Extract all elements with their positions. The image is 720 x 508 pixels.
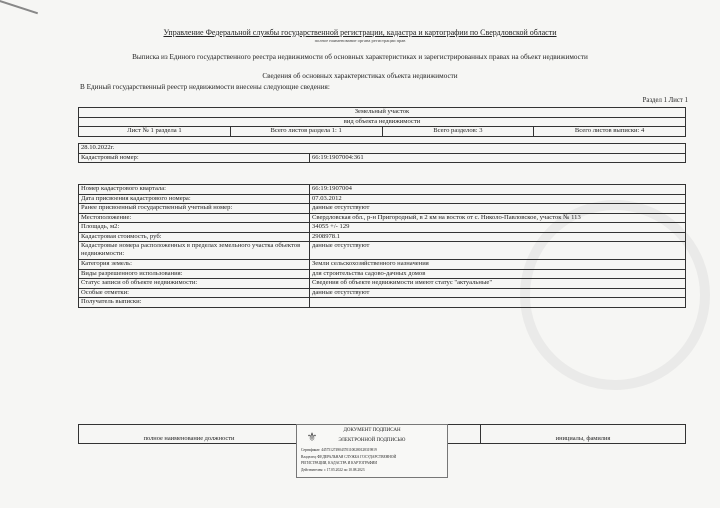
table-row (79, 232, 686, 242)
document-title: Выписка из Единого государственного реестра недвижимости об основных характеристиках и зарегистрированных правах на объект недвижимости (132, 53, 588, 61)
row-label: Виды разрешенного использования: (79, 269, 310, 279)
table-row (79, 288, 686, 298)
row-label: Номер кадастрового квартала: (79, 185, 310, 195)
table-row (79, 204, 686, 214)
row-label: Площадь, м2: (79, 223, 310, 233)
row-value: 34055 +/- 129 (310, 223, 686, 233)
row-label: Особые отметки: (79, 288, 310, 298)
issue-date: 28.10.2022г. (79, 144, 686, 154)
row-value: Сведения об объекте недвижимости имеют статус "актуальные" (310, 279, 686, 289)
position-caption: полное наименование должности (79, 425, 300, 444)
name-caption: инициалы, фамилия (481, 425, 686, 444)
stamp-subtitle: ЭЛЕКТРОННОЙ ПОДПИСЬЮ (338, 438, 406, 443)
row-value: Свердловская обл., р-н Пригородный, в 2 км на восток от с. Николо-Павловское, участок № 113 (310, 213, 686, 223)
row-label: Кадастровые номера расположенных в пределах земельного участка объектов недвижимости: (79, 242, 310, 260)
sections-total: Всего разделов: 3 (382, 127, 534, 137)
page-label: Раздел 1 Лист 1 (642, 97, 688, 104)
object-type-caption: вид объекта недвижимости (79, 117, 686, 127)
section-title: Сведения об основных характеристиках объекта недвижимости (262, 72, 458, 80)
table-row (79, 185, 686, 195)
sheets-total: Всего листов выписки: 4 (534, 127, 686, 137)
stamp-certificate: Сертификат: 4457512749043701100280128319819 (301, 448, 377, 452)
object-type: Земельный участок (79, 108, 686, 118)
stamp-owner-2: РЕГИСТРАЦИИ, КАДАСТРА И КАРТОГРАФИИ (301, 461, 377, 465)
agency-name: Управление Федеральной службы государственной регистрации, кадастра и картографии по Свердловской области (163, 28, 557, 37)
row-value: данные отсутствуют (310, 204, 686, 214)
intro-text: В Единый государственный реестр недвижимости внесены следующие сведения: (80, 83, 330, 91)
agency-caption: полное наименование органа регистрации прав (314, 38, 406, 43)
stamp-owner-1: Владелец: ФЕДЕРАЛЬНАЯ СЛУЖБА ГОСУДАРСТВЕННОЙ (301, 455, 397, 459)
e-signature-stamp (296, 424, 448, 478)
sheet-number: Лист № 1 раздела 1 (79, 127, 231, 137)
row-label: Ранее присвоенный государственный учетный номер: (79, 204, 310, 214)
row-label: Категория земель: (79, 260, 310, 270)
cadastral-header-table (78, 143, 686, 163)
row-value: 07.03.2012 (310, 194, 686, 204)
row-label: Дата присвоения кадастрового номера: (79, 194, 310, 204)
table-row (79, 194, 686, 204)
table-row (79, 298, 686, 308)
row-value: 66:19:1907004 (310, 185, 686, 195)
row-label: Статус записи об объекте недвижимости: (79, 279, 310, 289)
emblem-icon: ⚜ (306, 430, 318, 444)
table-row (79, 213, 686, 223)
stamp-title: ДОКУМЕНТ ПОДПИСАН (343, 428, 401, 433)
row-label: Получатель выписки: (79, 298, 310, 308)
table-row (79, 279, 686, 289)
row-value: для строительства садово-дачных домов (310, 269, 686, 279)
cadastral-number-label: Кадастровый номер: (79, 153, 310, 163)
row-label: Кадастровая стоимость, руб: (79, 232, 310, 242)
characteristics-table (78, 184, 686, 308)
table-row (79, 269, 686, 279)
sheets-in-section: Всего листов раздела 1: 1 (230, 127, 382, 137)
table-row (79, 260, 686, 270)
row-value: Земли сельскохозяйственного назначения (310, 260, 686, 270)
scan-artifact (0, 0, 38, 14)
row-label: Местоположение: (79, 213, 310, 223)
cadastral-number-value: 66:19:1907004:361 (310, 153, 686, 163)
object-type-table (78, 107, 686, 137)
row-value: данные отсутствуют (310, 288, 686, 298)
table-row (79, 223, 686, 233)
row-value (310, 298, 686, 308)
stamp-validity: Действителен: с 17.05.2022 по 10.08.2023 (301, 468, 365, 472)
table-row (79, 242, 686, 260)
row-value: 2908978.1 (310, 232, 686, 242)
row-value: данные отсутствуют (310, 242, 686, 260)
